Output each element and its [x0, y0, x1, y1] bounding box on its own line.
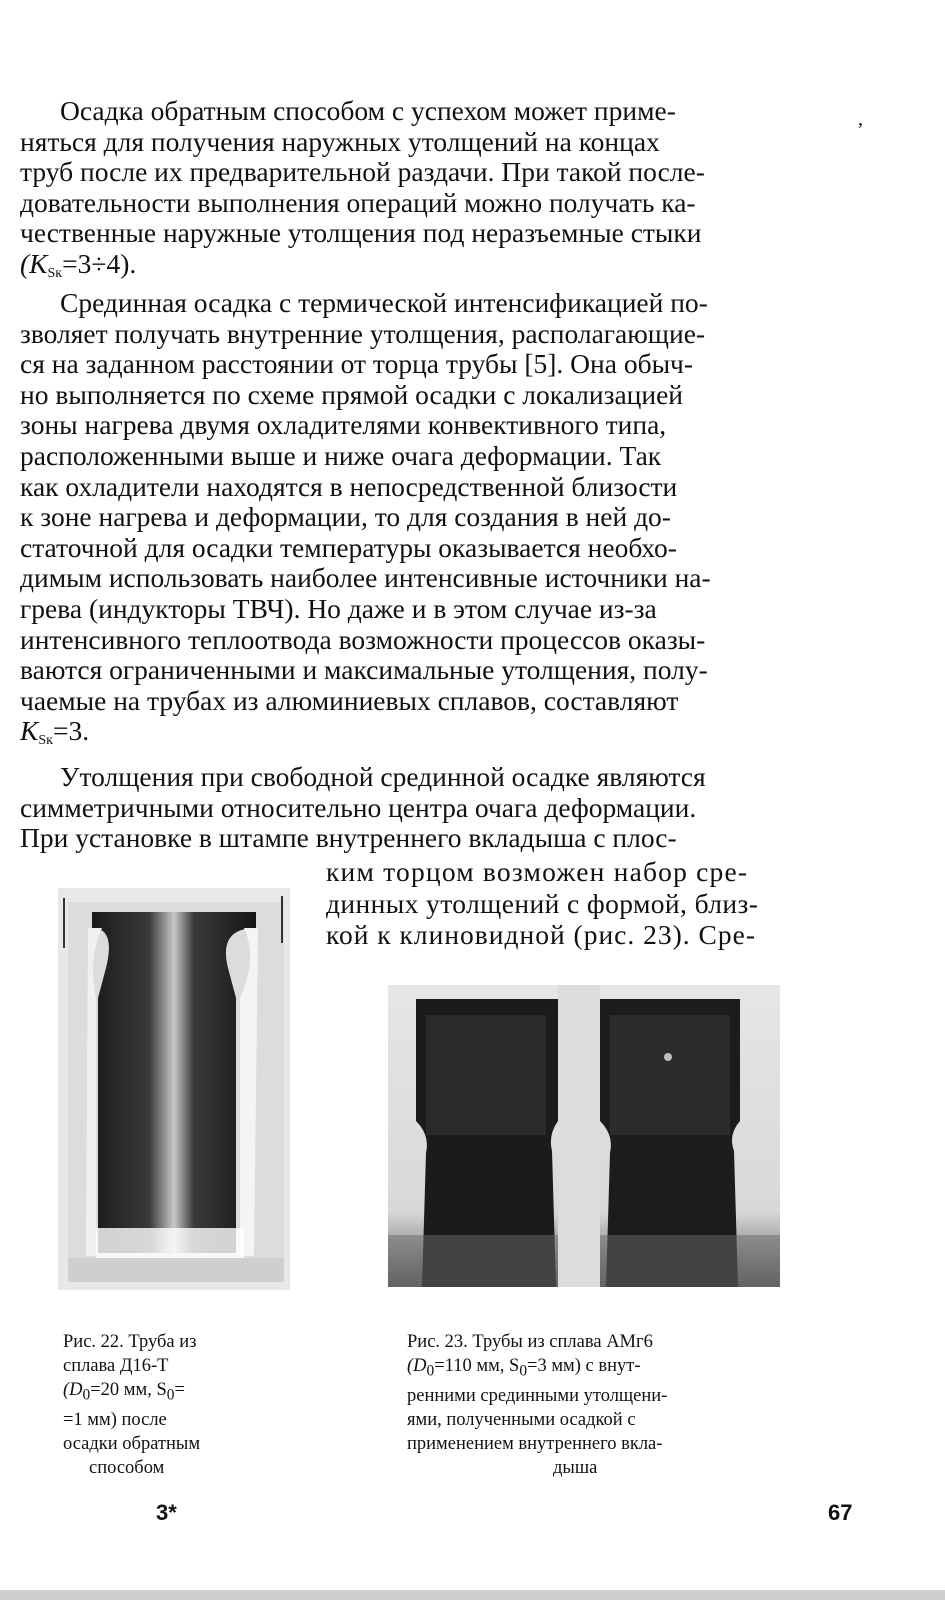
- figure-22-caption: [63, 1330, 303, 1480]
- formula-k: (K: [20, 247, 48, 279]
- text-line: расположенными выше и ниже очага деформации. Так: [20, 439, 662, 471]
- caption-line: ями, полученными осадкой с: [407, 1409, 636, 1430]
- caption-line: [407, 1354, 782, 1384]
- caption-line: Рис. 22. Труба из: [63, 1332, 197, 1352]
- text-line: довательности выполнения операций можно получать ка-: [20, 186, 696, 218]
- text-line: грева (индукторы ТВЧ). Но даже и в этом случае из-за: [20, 592, 657, 624]
- caption-fragment: =: [174, 1380, 185, 1400]
- text-line: Утолщения при свободной срединной осадке являются: [60, 761, 706, 792]
- text-line: [20, 249, 840, 290]
- text-line: чественные наружные утолщения под неразъемные стыки: [20, 217, 702, 249]
- formula-rest: =3÷4).: [62, 247, 137, 279]
- figure-23-caption: [407, 1330, 782, 1480]
- caption-line: Рис. 23. Трубы из сплава АМг6: [407, 1332, 653, 1352]
- text-line: димым использовать наиболее интенсивные источники на-: [20, 562, 711, 594]
- figure-22-photo: [58, 888, 290, 1290]
- figure-23-photo: [388, 985, 780, 1287]
- symbol-subscript: 0: [82, 1386, 91, 1404]
- text-line: При установке в штампе внутреннего вкладыша с плос-: [20, 822, 677, 854]
- text-line: ким торцом возможен набор сре-: [326, 856, 749, 887]
- signature-mark: 3*: [156, 1500, 177, 1525]
- text-line: ся на заданном расстоянии от торца трубы [5]. Она обыч-: [20, 348, 694, 380]
- paragraph-3-continued: [326, 856, 846, 951]
- symbol-subscript: 0: [426, 1362, 435, 1380]
- caption-line: осадки обратным: [63, 1433, 201, 1454]
- paragraph-1: [20, 96, 840, 290]
- edge-mark: ,: [858, 108, 863, 130]
- formula-subscript: Sк: [38, 733, 53, 749]
- text-line: интенсивного теплоотвода возможности процессов оказы-: [20, 623, 706, 655]
- caption-fragment: =20 мм, S: [90, 1380, 167, 1400]
- caption-line: [63, 1378, 303, 1408]
- text-line: к зоне нагрева и деформации, то для создания в ней до-: [20, 501, 671, 533]
- paragraph-3: [20, 762, 840, 854]
- text-line: динных утолщений с формой, близ-: [326, 887, 759, 919]
- text-line: но выполняется по схеме прямой осадки с локализацией: [20, 378, 684, 410]
- formula-rest: =3.: [52, 715, 90, 747]
- caption-line: =1 мм) после: [63, 1409, 167, 1430]
- formula-subscript: Sк: [47, 265, 63, 281]
- caption-fragment: =3 мм) с внут-: [527, 1356, 641, 1376]
- symbol-subscript: 0: [166, 1386, 175, 1404]
- caption-line: дыша: [553, 1457, 598, 1478]
- text-line: ваются ограниченными и максимальные утолщения, полу-: [20, 654, 708, 686]
- text-line: кой к клиновидной (рис. 23). Сре-: [326, 919, 757, 950]
- text-line: труб после их предварительной раздачи. При такой после-: [20, 156, 705, 188]
- page-number: 67: [828, 1500, 853, 1525]
- text-line: чаемые на трубах из алюминиевых сплавов, составляют: [20, 684, 679, 716]
- caption-line: применением внутреннего вкла-: [407, 1433, 663, 1454]
- text-line: Осадка обратным способом с успехом может приме-: [60, 95, 676, 126]
- formula-k: K: [20, 715, 39, 747]
- symbol-d: (D: [407, 1356, 427, 1376]
- text-line: [20, 716, 840, 757]
- caption-line: ренними срединными утолщени-: [407, 1385, 668, 1406]
- text-line: как охладители находятся в непосредственной близости: [20, 470, 678, 502]
- paragraph-2: [20, 288, 840, 757]
- text-line: статочной для осадки температуры оказывается необхо-: [20, 531, 677, 563]
- text-line: зволяет получать внутренние утолщения, располагающие-: [20, 317, 706, 349]
- text-line: няться для получения наружных утолщений на концах: [20, 125, 660, 157]
- text-line: симметричными относительно центра очага деформации.: [20, 791, 697, 823]
- caption-line: способом: [89, 1457, 165, 1478]
- caption-fragment: =110 мм, S: [434, 1356, 520, 1376]
- symbol-subscript: 0: [519, 1362, 528, 1380]
- text-line: Срединная осадка с термической интенсификацией по-: [60, 287, 708, 318]
- symbol-d: (D: [63, 1380, 83, 1400]
- scan-edge: [0, 1590, 945, 1600]
- caption-line: сплава Д16-Т: [63, 1356, 169, 1376]
- text-line: зоны нагрева двумя охладителями конвективного типа,: [20, 409, 667, 441]
